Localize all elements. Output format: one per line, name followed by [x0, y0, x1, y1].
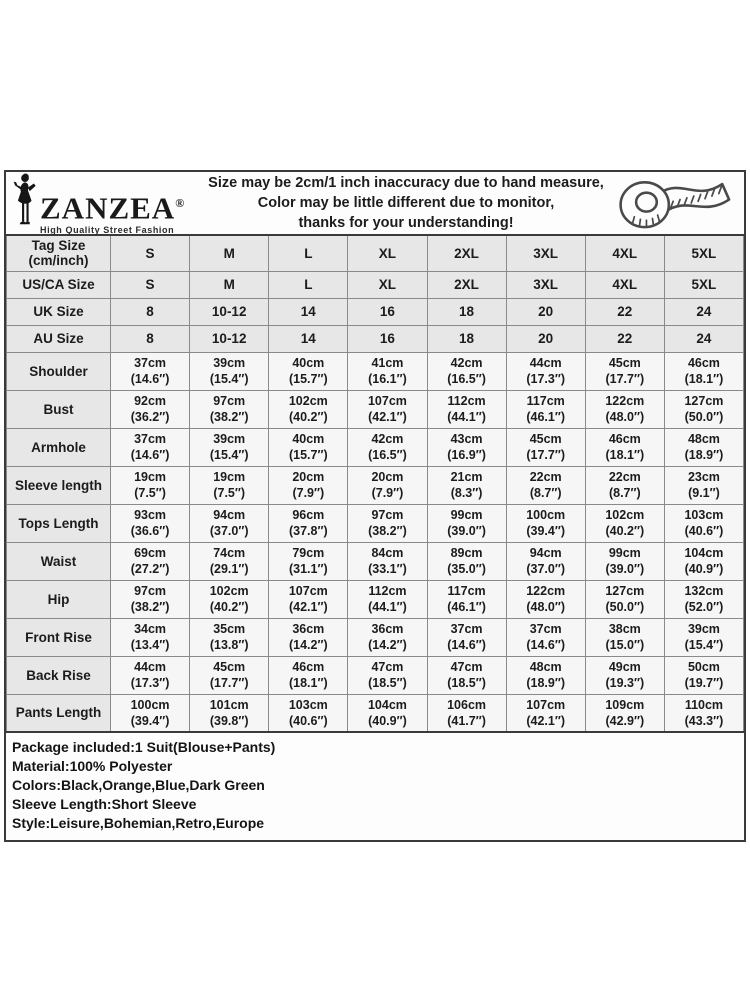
- size-value-cell: 8: [111, 325, 190, 352]
- measurement-cell: 40cm (15.7″): [269, 352, 348, 390]
- measurement-cell: 107cm (42.1″): [506, 694, 585, 732]
- size-value-cell: 14: [269, 325, 348, 352]
- measurement-cell: 37cm (14.6″): [111, 428, 190, 466]
- measurement-cell: 41cm (16.1″): [348, 352, 427, 390]
- measurement-cell: 103cm (40.6″): [269, 694, 348, 732]
- measurement-row: [7, 352, 744, 390]
- disclaimer-line: Color may be little different due to monitor,: [257, 195, 555, 211]
- size-value-cell: M: [190, 271, 269, 298]
- measurement-cell: 38cm (15.0″): [585, 618, 664, 656]
- size-value-cell: 18: [427, 325, 506, 352]
- measurement-cell: 117cm (46.1″): [427, 580, 506, 618]
- size-value-cell: L: [269, 271, 348, 298]
- size-system-row: [7, 235, 744, 271]
- measurement-cell: 106cm (41.7″): [427, 694, 506, 732]
- measurement-cell: 102cm (40.2″): [585, 504, 664, 542]
- size-value-cell: 2XL: [427, 271, 506, 298]
- measure-disclaimer: [202, 173, 610, 233]
- size-value-cell: 10-12: [190, 298, 269, 325]
- measurement-cell: 23cm (9.1″): [664, 466, 743, 504]
- size-value-cell: 22: [585, 325, 664, 352]
- measurement-row: [7, 656, 744, 694]
- note-line: Sleeve Length:Short Sleeve: [12, 796, 197, 812]
- measurement-cell: 100cm (39.4″): [506, 504, 585, 542]
- row-label: Armhole: [7, 428, 111, 466]
- registered-trademark: ®: [175, 196, 186, 211]
- row-label: Bust: [7, 390, 111, 428]
- size-chart-sheet: [4, 170, 746, 842]
- measurement-cell: 19cm (7.5″): [111, 466, 190, 504]
- measurement-cell: 48cm (18.9″): [664, 428, 743, 466]
- size-value-cell: 5XL: [664, 271, 743, 298]
- measurement-cell: 74cm (29.1″): [190, 542, 269, 580]
- size-value-cell: 24: [664, 325, 743, 352]
- measurement-cell: 79cm (31.1″): [269, 542, 348, 580]
- row-label: Front Rise: [7, 618, 111, 656]
- measurement-cell: 109cm (42.9″): [585, 694, 664, 732]
- measurement-cell: 127cm (50.0″): [585, 580, 664, 618]
- measurement-cell: 45cm (17.7″): [190, 656, 269, 694]
- header-band: [6, 172, 744, 234]
- measurement-cell: 20cm (7.9″): [269, 466, 348, 504]
- row-label: Shoulder: [7, 352, 111, 390]
- brand-logo: [12, 172, 202, 235]
- measurement-cell: 46cm (18.1″): [585, 428, 664, 466]
- measurement-cell: 99cm (39.0″): [427, 504, 506, 542]
- measurement-row: [7, 694, 744, 732]
- measurement-cell: 42cm (16.5″): [348, 428, 427, 466]
- measurement-cell: 104cm (40.9″): [348, 694, 427, 732]
- size-value-cell: 22: [585, 298, 664, 325]
- measurement-cell: 43cm (16.9″): [427, 428, 506, 466]
- measurement-cell: 97cm (38.2″): [190, 390, 269, 428]
- size-value-cell: S: [111, 235, 190, 271]
- measurement-cell: 102cm (40.2″): [269, 390, 348, 428]
- measurement-cell: 37cm (14.6″): [111, 352, 190, 390]
- measuring-tape-icon: [610, 172, 738, 234]
- size-value-cell: S: [111, 271, 190, 298]
- measurement-cell: 20cm (7.9″): [348, 466, 427, 504]
- note-line: Colors:Black,Orange,Blue,Dark Green: [12, 777, 265, 793]
- size-table-body: [7, 235, 744, 732]
- measurement-cell: 104cm (40.9″): [664, 542, 743, 580]
- measurement-cell: 39cm (15.4″): [664, 618, 743, 656]
- size-value-cell: 2XL: [427, 235, 506, 271]
- row-label: Back Rise: [7, 656, 111, 694]
- size-value-cell: 20: [506, 298, 585, 325]
- measurement-cell: 42cm (16.5″): [427, 352, 506, 390]
- measurement-cell: 122cm (48.0″): [585, 390, 664, 428]
- product-notes: [6, 733, 744, 840]
- size-value-cell: 4XL: [585, 235, 664, 271]
- size-value-cell: 3XL: [506, 271, 585, 298]
- measurement-cell: 40cm (15.7″): [269, 428, 348, 466]
- row-label: AU Size: [7, 325, 111, 352]
- row-label: Pants Length: [7, 694, 111, 732]
- measurement-cell: 39cm (15.4″): [190, 352, 269, 390]
- measurement-cell: 96cm (37.8″): [269, 504, 348, 542]
- measurement-cell: 110cm (43.3″): [664, 694, 743, 732]
- measurement-cell: 36cm (14.2″): [348, 618, 427, 656]
- measurement-cell: 84cm (33.1″): [348, 542, 427, 580]
- brand-tagline: High Quality Street Fashion: [40, 224, 175, 235]
- size-value-cell: 5XL: [664, 235, 743, 271]
- size-value-cell: 24: [664, 298, 743, 325]
- measurement-cell: 37cm (14.6″): [427, 618, 506, 656]
- size-value-cell: 8: [111, 298, 190, 325]
- measurement-cell: 46cm (18.1″): [664, 352, 743, 390]
- fashion-woman-icon: [12, 172, 38, 233]
- measurement-cell: 127cm (50.0″): [664, 390, 743, 428]
- disclaimer-line: thanks for your understanding!: [298, 215, 514, 231]
- measurement-cell: 22cm (8.7″): [506, 466, 585, 504]
- measurement-row: [7, 504, 744, 542]
- measurement-cell: 117cm (46.1″): [506, 390, 585, 428]
- size-system-row: [7, 298, 744, 325]
- measurement-cell: 46cm (18.1″): [269, 656, 348, 694]
- row-label: Hip: [7, 580, 111, 618]
- measurement-cell: 39cm (15.4″): [190, 428, 269, 466]
- measurement-row: [7, 390, 744, 428]
- row-label: Sleeve length: [7, 466, 111, 504]
- note-line: Material:100% Polyester: [12, 758, 173, 774]
- measurement-cell: 107cm (42.1″): [269, 580, 348, 618]
- size-system-row: [7, 271, 744, 298]
- row-label: US/CA Size: [7, 271, 111, 298]
- measurement-cell: 89cm (35.0″): [427, 542, 506, 580]
- measurement-cell: 37cm (14.6″): [506, 618, 585, 656]
- size-value-cell: 20: [506, 325, 585, 352]
- size-value-cell: 3XL: [506, 235, 585, 271]
- row-label: Waist: [7, 542, 111, 580]
- measurement-cell: 47cm (18.5″): [427, 656, 506, 694]
- measurement-cell: 94cm (37.0″): [506, 542, 585, 580]
- measurement-row: [7, 428, 744, 466]
- size-value-cell: 10-12: [190, 325, 269, 352]
- measurement-row: [7, 542, 744, 580]
- measurement-cell: 47cm (18.5″): [348, 656, 427, 694]
- measurement-cell: 92cm (36.2″): [111, 390, 190, 428]
- size-value-cell: 14: [269, 298, 348, 325]
- measurement-cell: 35cm (13.8″): [190, 618, 269, 656]
- brand-name: ZANZEA®: [40, 190, 186, 226]
- measurement-cell: 100cm (39.4″): [111, 694, 190, 732]
- row-label: UK Size: [7, 298, 111, 325]
- measurement-cell: 132cm (52.0″): [664, 580, 743, 618]
- size-value-cell: 16: [348, 298, 427, 325]
- size-system-row: [7, 325, 744, 352]
- measurement-cell: 19cm (7.5″): [190, 466, 269, 504]
- measurement-cell: 112cm (44.1″): [348, 580, 427, 618]
- measurement-cell: 102cm (40.2″): [190, 580, 269, 618]
- row-label: Tag Size (cm/inch): [7, 235, 111, 271]
- measurement-cell: 49cm (19.3″): [585, 656, 664, 694]
- measurement-cell: 44cm (17.3″): [506, 352, 585, 390]
- disclaimer-line: Size may be 2cm/1 inch inaccuracy due to hand measure,: [208, 175, 604, 191]
- size-value-cell: XL: [348, 235, 427, 271]
- measurement-cell: 94cm (37.0″): [190, 504, 269, 542]
- measurement-cell: 21cm (8.3″): [427, 466, 506, 504]
- row-label: Tops Length: [7, 504, 111, 542]
- measurement-cell: 22cm (8.7″): [585, 466, 664, 504]
- size-value-cell: M: [190, 235, 269, 271]
- measurement-row: [7, 580, 744, 618]
- measurement-cell: 101cm (39.8″): [190, 694, 269, 732]
- note-line: Package included:1 Suit(Blouse+Pants): [12, 739, 276, 755]
- size-value-cell: 16: [348, 325, 427, 352]
- measurement-cell: 99cm (39.0″): [585, 542, 664, 580]
- measurement-cell: 122cm (48.0″): [506, 580, 585, 618]
- measurement-cell: 36cm (14.2″): [269, 618, 348, 656]
- measurement-row: [7, 618, 744, 656]
- measurement-cell: 44cm (17.3″): [111, 656, 190, 694]
- measurement-row: [7, 466, 744, 504]
- measurement-cell: 69cm (27.2″): [111, 542, 190, 580]
- measurement-cell: 97cm (38.2″): [348, 504, 427, 542]
- measurement-cell: 93cm (36.6″): [111, 504, 190, 542]
- measurement-cell: 112cm (44.1″): [427, 390, 506, 428]
- measurement-cell: 45cm (17.7″): [585, 352, 664, 390]
- measurement-cell: 50cm (19.7″): [664, 656, 743, 694]
- measurement-cell: 103cm (40.6″): [664, 504, 743, 542]
- measurement-cell: 48cm (18.9″): [506, 656, 585, 694]
- measurement-cell: 45cm (17.7″): [506, 428, 585, 466]
- size-table: [6, 234, 744, 733]
- size-value-cell: L: [269, 235, 348, 271]
- size-value-cell: 4XL: [585, 271, 664, 298]
- measurement-cell: 97cm (38.2″): [111, 580, 190, 618]
- measurement-cell: 107cm (42.1″): [348, 390, 427, 428]
- measurement-cell: 34cm (13.4″): [111, 618, 190, 656]
- note-line: Style:Leisure,Bohemian,Retro,Europe: [12, 815, 265, 831]
- size-value-cell: XL: [348, 271, 427, 298]
- size-value-cell: 18: [427, 298, 506, 325]
